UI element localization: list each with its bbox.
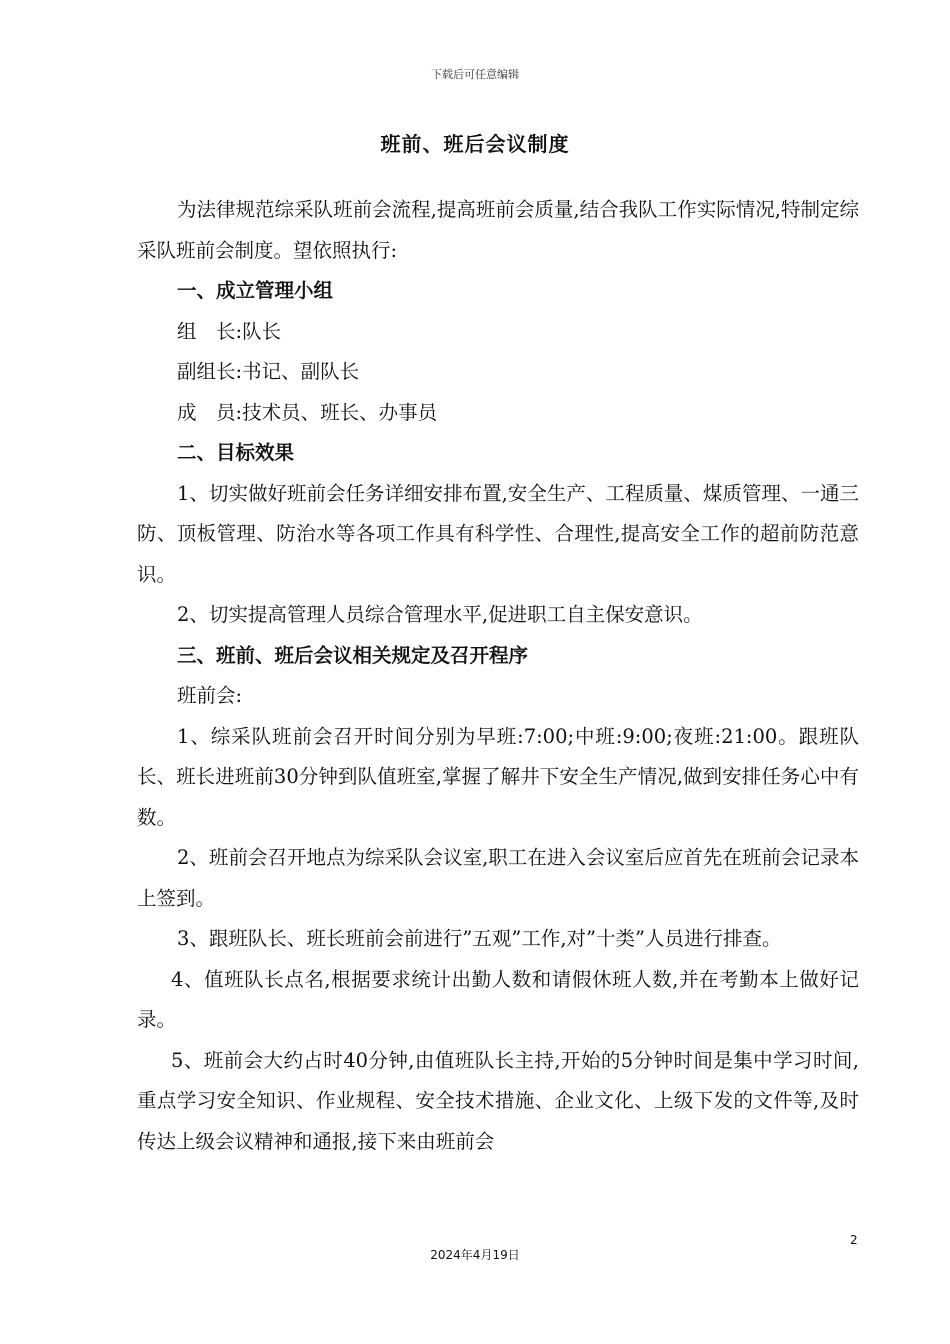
header-note: 下载后可任意编辑 <box>431 68 519 81</box>
group-leader-line: 组 长:队长 <box>177 319 282 343</box>
goal-item-2: 2、切实提高管理人员综合管理水平,促进职工自主保安意识。 <box>177 603 703 626</box>
rule-item-2: 2、班前会召开地点为综采队会议室,职工在进入会议室后应首先在班前会记录本上签到。 <box>137 846 859 910</box>
footer-date: 2024年4月19日 <box>430 1248 520 1262</box>
document-body <box>137 190 859 1162</box>
rule-item-4: 4、值班队长点名,根据要求统计出勤人数和请假休班人数,并在考勤本上做好记录。 <box>137 967 859 1031</box>
rule-item-5: 5、班前会大约占时40分钟,由值班队长主持,开始的5分钟时间是集中学习时间,重点学习安全知识、作业规程、安全技术措施、企业文化、上级下发的文件等,及时传达上级会议精神和通报,接下来由班前会 <box>137 1048 859 1153</box>
document-title: 班前、班后会议制度 <box>380 132 570 156</box>
members-line: 成 员:技术员、班长、办事员 <box>177 400 438 424</box>
section-heading-1: 一、成立管理小组 <box>177 279 334 302</box>
section-heading-3: 三、班前、班后会议相关规定及召开程序 <box>177 643 529 667</box>
rule-item-1: 1、综采队班前会召开时间分别为早班:7:00;中班:9:00;夜班:21:00。跟班队长、班长进班前30分钟到队值班室,掌握了解井下安全生产情况,做到安排任务心中有数。 <box>137 724 859 829</box>
page-number: 2 <box>850 1233 858 1247</box>
subheading-pre-shift-meeting: 班前会: <box>177 684 243 707</box>
deputy-leader-line: 副组长:书记、副队长 <box>177 360 360 383</box>
rule-item-3: 3、跟班队长、班长班前会前进行”五观”工作,对”十类”人员进行排查。 <box>177 927 782 950</box>
goal-item-1: 1、切实做好班前会任务详细安排布置,安全生产、工程质量、煤质管理、一通三防、顶板管理、防治水等各项工作具有科学性、合理性,提高安全工作的超前防范意识。 <box>137 481 859 586</box>
intro-paragraph: 为法律规范综采队班前会流程,提高班前会质量,结合我队工作实际情况,特制定综采队班前会制度。望依照执行: <box>137 198 859 262</box>
section-heading-2: 二、目标效果 <box>177 441 295 464</box>
